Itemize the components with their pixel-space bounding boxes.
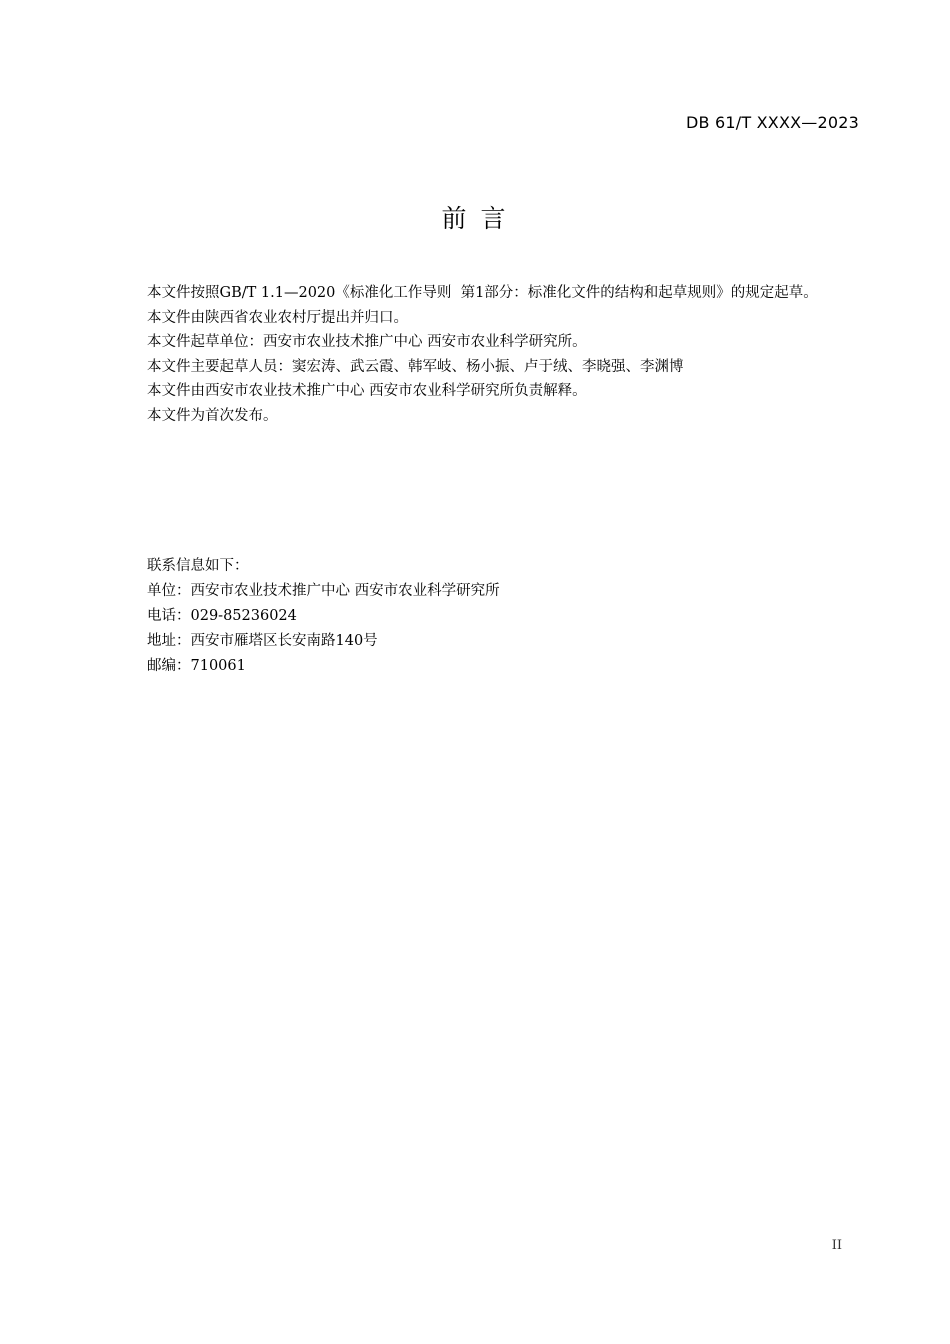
page-title: 前 言: [441, 204, 509, 233]
paragraph-proposer: 本文件由陕西省农业农村厅提出并归口。: [147, 309, 408, 326]
contact-postcode: 邮编：710061: [147, 658, 246, 674]
document-code: DB 61/T XXXX—2023: [686, 113, 859, 132]
contact-phone: 电话：029-85236024: [147, 608, 297, 624]
contact-unit: 单位：西安市农业技术推广中心 西安市农业科学研究所: [147, 583, 500, 599]
contact-address: 地址：西安市雁塔区长安南路140号: [147, 633, 378, 649]
paragraph-drafting-units: 本文件起草单位：西安市农业技术推广中心 西安市农业科学研究所。: [147, 334, 587, 350]
foreword-body: [113, 281, 861, 428]
paragraph-first-release: 本文件为首次发布。: [147, 407, 278, 424]
paragraph-drafters: 本文件主要起草人员：窦宏涛、武云霞、韩军岐、杨小振、卢于绒、李晓强、李渊博: [147, 358, 684, 375]
contact-intro: 联系信息如下：: [147, 558, 249, 574]
contact-info: [113, 554, 861, 679]
page-number: II: [831, 1238, 842, 1253]
paragraph-interpretation: 本文件由西安市农业技术推广中心 西安市农业科学研究所负责解释。: [147, 383, 587, 399]
paragraph-drafting-rules: 本文件按照GB/T 1.1—2020《标准化工作导则 第1部分：标准化文件的结构和起草规则》的规定起草。: [147, 285, 818, 301]
